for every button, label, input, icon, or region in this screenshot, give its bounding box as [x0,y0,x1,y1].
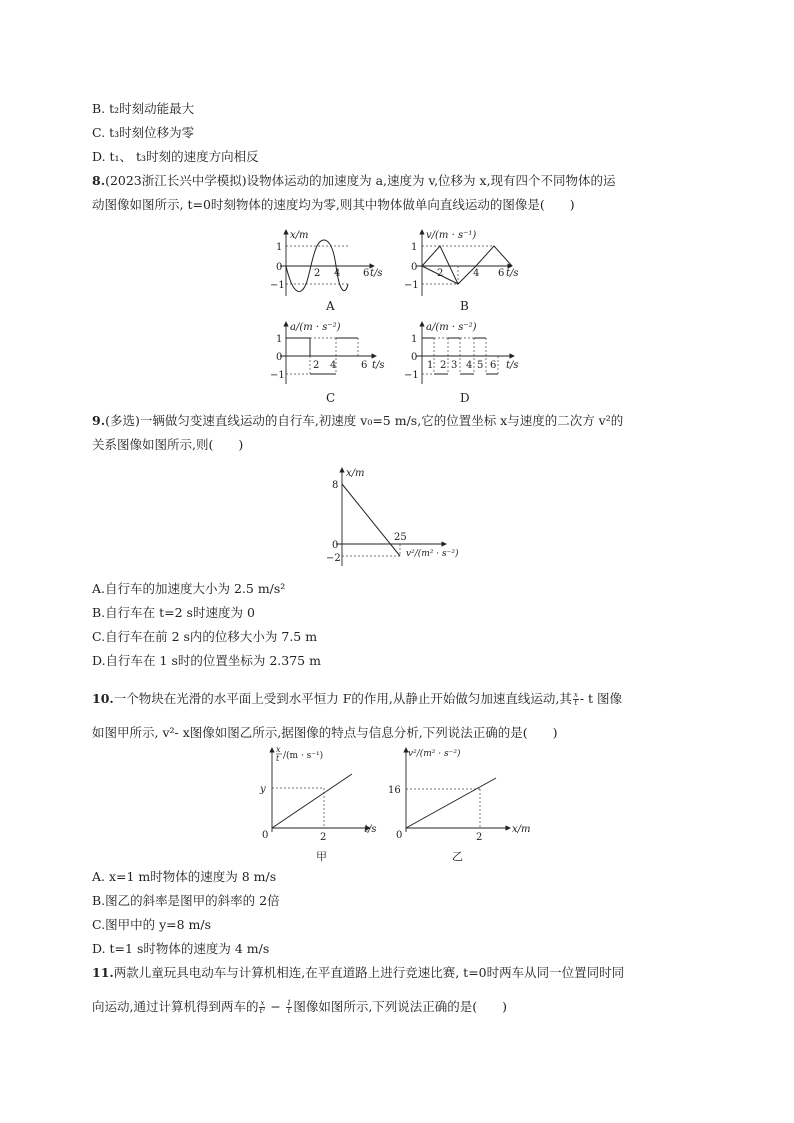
q8-graph-b-caption: B [460,299,469,313]
q8-graph-d [404,318,528,408]
q10-graph-yi-ylabel: v²/(m² · s⁻²) [408,749,461,759]
q9-option-d: D.自行车在 1 s时的位置坐标为 2.375 m [92,653,321,668]
q8-graph-d-ylabel: a/(m · s⁻²) [426,322,477,333]
q8-line2: 动图像如图所示, t=0时刻物体的速度均为零,则其中物体做单向直线运动的图像是( ) [92,197,575,212]
q8-graph-b-ytick-0: 0 [411,262,418,273]
q10-graph-jia-line [272,774,352,828]
q8-graph-a-xtick-4: 4 [334,268,341,279]
q10-option-d: D. t=1 s时物体的速度为 4 m/s [92,941,270,956]
q10-graph-yi-ytick: 16 [388,785,401,796]
q9-option-c: C.自行车在前 2 s内的位移大小为 7.5 m [92,629,318,644]
q8-graph-b [404,226,528,316]
q11-frac1-num: x [260,999,265,1007]
q9-graph-ytick-8: 8 [332,480,339,491]
q8-graph-c-ytick-1: 1 [276,334,283,345]
q8-graph-a-ylabel: x/m [290,230,309,241]
q9-number: 9. [92,413,106,428]
q10-graph-jia [252,744,392,866]
q10-fraction [573,692,579,707]
q10-graph-yi-xlabel: x/m [512,824,531,835]
q8-graph-a-ytick-1: 1 [276,242,283,253]
q9-graph-xlabel: v²/(m² · s⁻²) [406,549,459,559]
q8-graph-d-xtick-2: 2 [440,360,447,371]
q8-graph-d-ytick-1: 1 [411,334,418,345]
q11-frac1-den: t² [259,1007,266,1015]
q8-graph-d-xtick-3: 3 [451,360,458,371]
q8-graph-d-ytick-neg1: −1 [404,370,419,381]
q10-line2: 如图甲所示, v²- x图像如图乙所示,据图像的特点与信息分析,下列说法正确的是( ) [92,725,558,740]
q8-graph-c-xtick-2: 2 [313,360,320,371]
q10-text-1a: 一个物块在光滑的水平面上受到水平恒力 F的作用,从静止开始做匀加速直线运动,其 [113,691,572,706]
q9-text-1: (多选)一辆做匀变速直线运动的自行车,初速度 v₀=5 m/s,它的位置坐标 x与速度的二次方 v²的 [105,413,624,428]
q10-graph-jia-ylabel-num: x [276,745,281,754]
q8-line1 [92,172,616,190]
q10-frac-num: x [573,691,578,699]
q11-line2 [92,998,507,1016]
q9-graph-line [342,484,400,556]
q10-number: 10. [92,691,114,706]
q9-graph-ytick-0: 0 [332,540,339,551]
q8-graph-b-xtick-6: 6 [498,268,505,279]
q8-graph-a-caption: A [326,299,335,313]
q8-graph-a-xtick-2: 2 [314,268,321,279]
q8-graph-d-xtick-5: 5 [477,360,484,371]
q8-graph-b-ytick-neg1: −1 [404,280,419,291]
q10-graph-jia-caption: 甲 [316,850,327,863]
q8-graph-d-caption: D [460,391,470,405]
q10-graph-jia-ytick: y [260,784,266,795]
q11-fraction-1 [259,1000,265,1015]
q11-text-2b: 图像如图所示,下列说法正确的是( ) [293,999,508,1014]
q8-graph-c-xtick-4: 4 [330,360,337,371]
q10-graph-jia-origin: 0 [262,830,269,841]
q10-graph-yi-line [406,778,496,828]
q8-graph-d-xtick-4: 4 [466,360,473,371]
q10-frac-den: t [574,699,578,707]
q11-line1 [92,964,624,982]
q10-graph-yi-xtick: 2 [476,832,483,843]
q8-graph-a-ytick-0: 0 [276,262,283,273]
q10-graph-jia-xtick: 2 [320,832,327,843]
q9-graph-xtick-25: 25 [394,532,407,543]
q9-graph-ytick-neg2: −2 [326,553,341,564]
q10-text-1b: - t 图像 [579,691,623,706]
q10-option-c: C.图甲中的 y=8 m/s [92,917,212,932]
q11-text-2a: 向运动,通过计算机得到两车的 [92,999,259,1014]
q10-graph-yi-origin: 0 [396,830,403,841]
q8-graph-a [270,226,390,316]
q10-graph-yi [384,744,544,866]
q7-option-b: B. t₂时刻动能最大 [92,101,195,116]
q8-graph-c-xtick-6: 6 [361,360,368,371]
q8-graph-b-xtick-2: 2 [437,268,444,279]
q8-graph-b-ytick-1: 1 [411,242,418,253]
q8-graph-c-ytick-neg1: −1 [270,370,285,381]
q8-graph-c-ytick-0: 0 [276,352,283,363]
q7-option-c: C. t₃时刻位移为零 [92,125,195,140]
q8-graph-c [270,318,394,408]
q8-graph-c-caption: C [326,391,336,405]
q8-graph-d-ytick-0: 0 [411,352,418,363]
q11-frac2-num: 1 [286,999,292,1007]
q9-option-b: B.自行车在 t=2 s时速度为 0 [92,605,255,620]
q10-graph-yi-caption: 乙 [452,850,463,863]
q11-number: 11. [92,965,114,980]
q8-graph-b-xlabel: t/s [506,268,519,279]
q8-graph-b-ylabel: v/(m · s⁻¹) [426,230,477,241]
q8-graph-d-xlabel: t/s [506,360,519,371]
q11-fraction-2 [286,1000,292,1015]
q9-graph [320,464,490,568]
q8-graph-a-ytick-neg1: −1 [270,280,285,291]
q8-graph-d-xtick-6: 6 [490,360,497,371]
q10-graph-jia-xlabel: t/s [364,824,377,835]
q10-option-b: B.图乙的斜率是图甲的斜率的 2倍 [92,893,280,908]
q10-option-a: A. x=1 m时物体的速度为 8 m/s [92,869,277,884]
q8-graph-c-xlabel: t/s [372,360,385,371]
q8-graph-a-xtick-6: 6 [363,268,370,279]
q8-graph-d-xtick-1: 1 [427,360,434,371]
q10-line1 [92,690,622,708]
q11-text-1: 两款儿童玩具电动车与计算机相连,在平直道路上进行竞速比赛, t=0时两车从同一位置同时同 [113,965,625,980]
q7-option-d: D. t₁、 t₃时刻的速度方向相反 [92,149,259,164]
q9-line2: 关系图像如图所示,则( ) [92,437,244,452]
q8-graph-b-xtick-4: 4 [473,268,480,279]
q9-line1 [92,412,623,430]
q8-graph-c-ylabel: a/(m · s⁻²) [290,322,341,333]
q9-graph-ylabel: x/m [346,468,365,479]
q10-graph-jia-ylabel: /(m · s⁻¹) [283,751,324,761]
q8-number: 8. [92,173,106,188]
q9-option-a: A.自行车的加速度大小为 2.5 m/s² [92,581,286,596]
q11-dash: − [266,999,285,1014]
q11-frac2-den: t [287,1007,291,1015]
q8-text-1: (2023浙江长兴中学模拟)设物体运动的加速度为 a,速度为 v,位移为 x,现有四个不同物体的运 [105,173,616,188]
q10-graph-jia-ylabel-den: t [276,754,280,763]
q8-graph-a-xlabel: t/s [370,268,383,279]
